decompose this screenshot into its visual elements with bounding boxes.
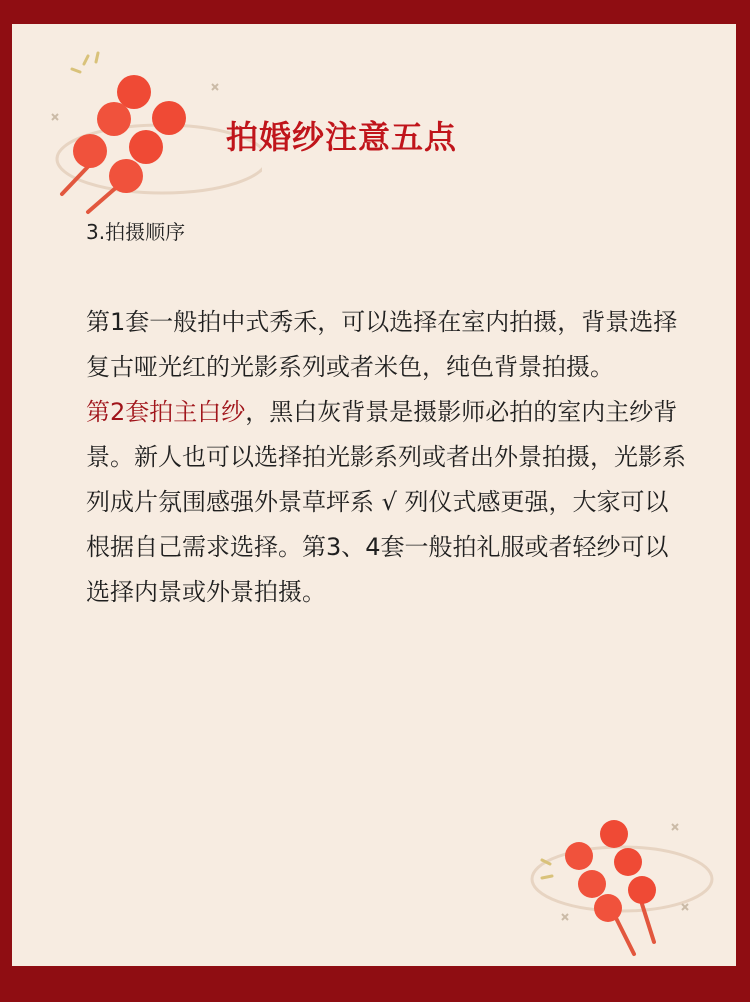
page-card: [12, 24, 736, 966]
paragraph-1: 第1套一般拍中式秀禾，可以选择在室内拍摄，背景选择复古哑光红的光影系列或者米色，纯色背景拍摄。: [86, 308, 678, 381]
section-heading: 3.拍摄顺序: [86, 220, 186, 244]
paragraph-2-highlight: 第2套拍主白纱: [86, 398, 246, 426]
body-text: [86, 300, 686, 615]
page-title: 拍婚纱注意五点: [226, 118, 458, 156]
tanghulu-candy-icon-bottom: [522, 784, 722, 964]
paragraph-2: [86, 390, 686, 615]
paragraph-2-rest: ，黑白灰背景是摄影师必拍的室内主纱背景。新人也可以选择拍光影系列或者出外景拍摄，光影系列成片氛围感强外景草坪系 √ 列仪式感更强，大家可以根据自己需求选择。第3、4套一般拍礼服或者轻纱可以选择内景或外景拍摄。: [86, 398, 686, 606]
